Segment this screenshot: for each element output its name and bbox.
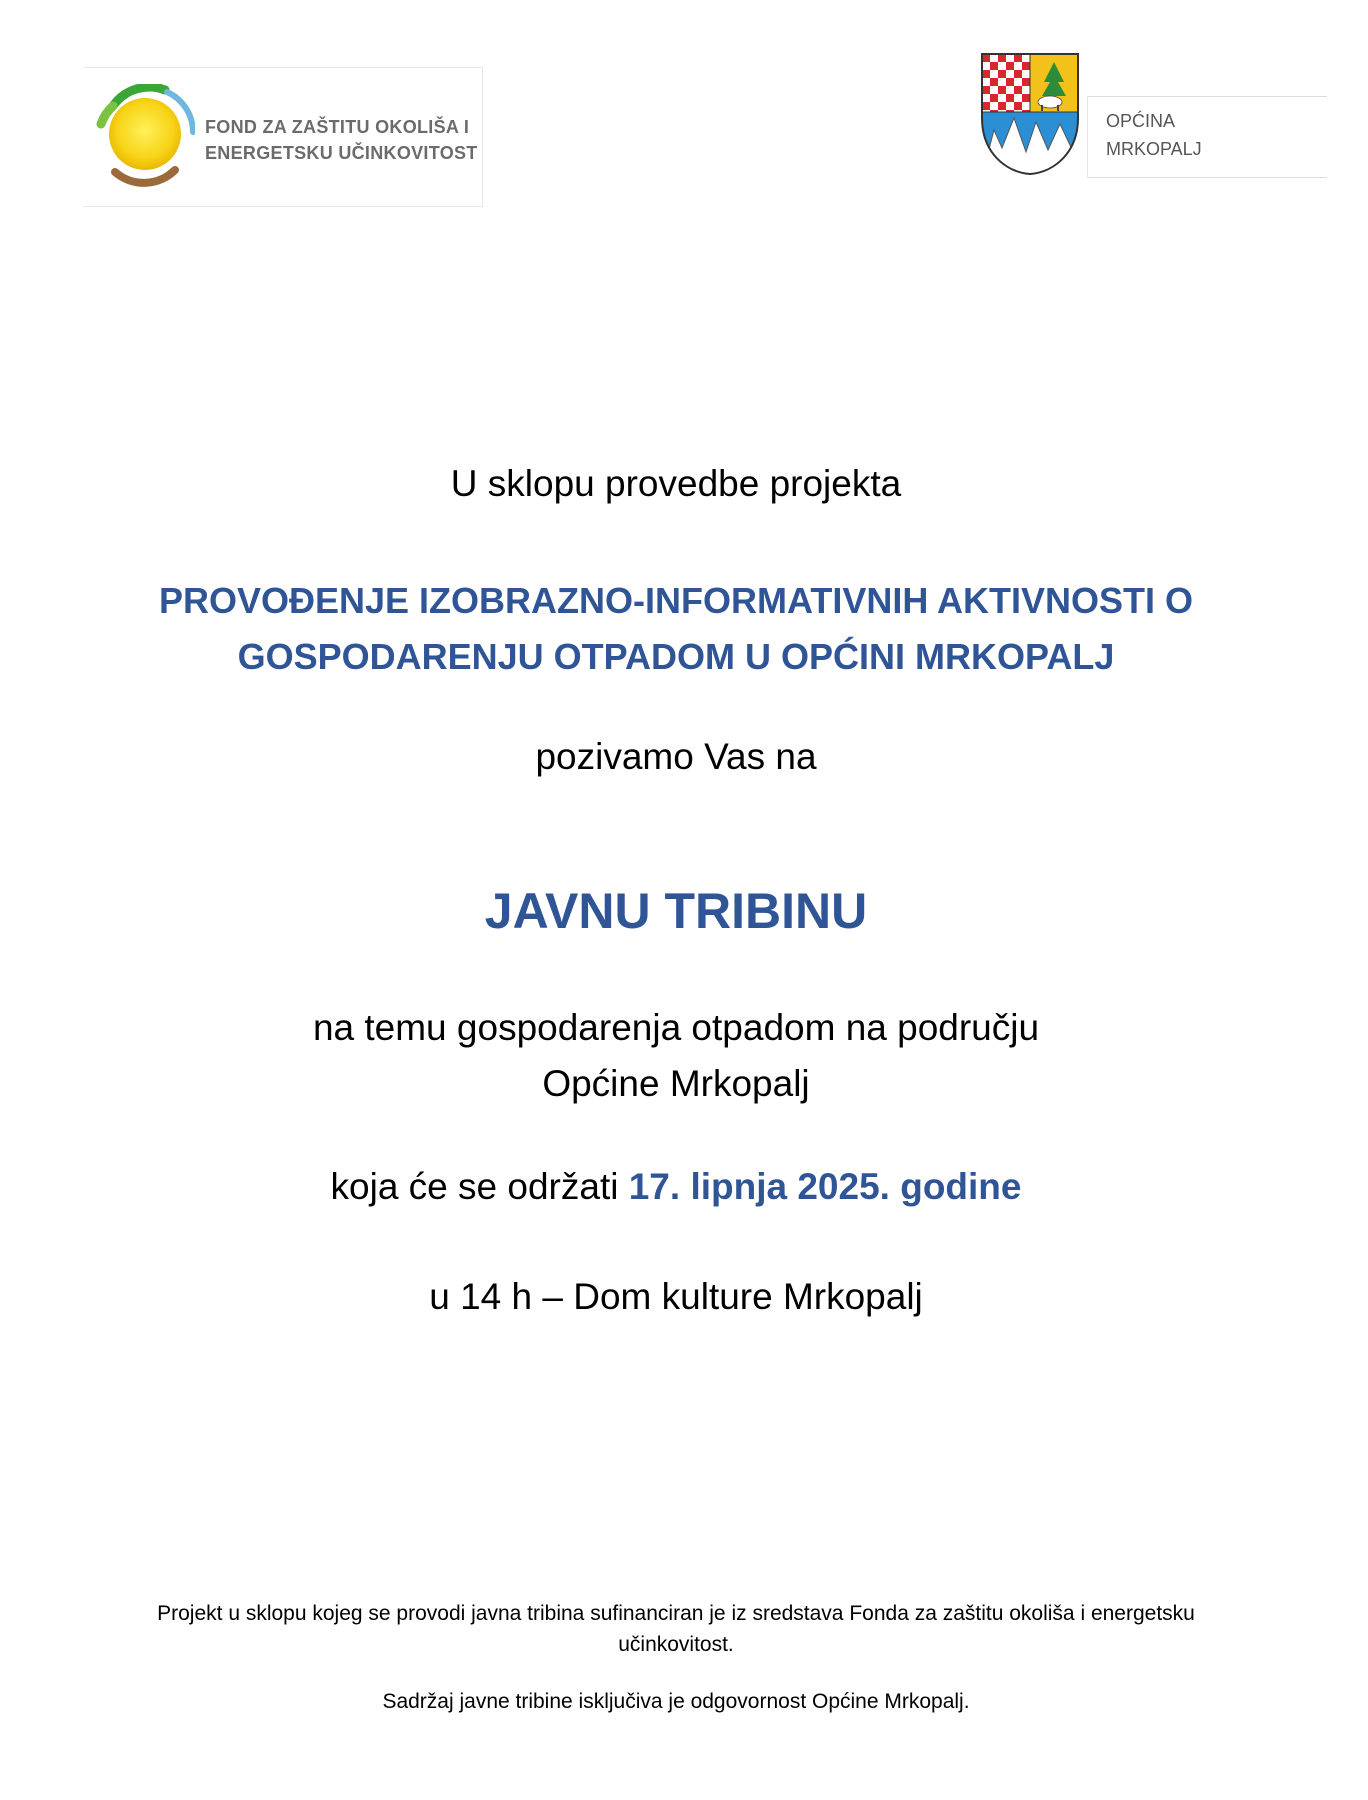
event-topic [0, 1000, 1352, 1112]
invite-text: pozivamo Vas na [535, 736, 817, 777]
project-title [0, 573, 1352, 685]
fund-sun-logo-icon [95, 84, 195, 188]
project-title-line1: PROVOĐENJE IZOBRAZNO-INFORMATIVNIH AKTIVNOSTI O [158, 580, 1193, 621]
event-time-place: u 14 h – Dom kulture Mrkopalj [429, 1276, 923, 1317]
event-date-line [0, 1166, 1352, 1208]
funding-note [0, 1598, 1352, 1660]
event-title: JAVNU TRIBINU [484, 883, 868, 939]
municipality-name-box [1087, 96, 1327, 178]
municipality-name [1106, 107, 1202, 163]
mrkopalj-coat-of-arms-icon [980, 52, 1080, 178]
municipality-line1: OPĆINA [1106, 111, 1176, 131]
fund-logo [83, 67, 483, 207]
event-date: 17. lipnja 2025. godine [628, 1166, 1022, 1207]
intro-text: U sklopu provedbe projekta [450, 463, 902, 504]
municipality-logo [980, 52, 1325, 182]
municipality-line2: MRKOPALJ [1106, 139, 1202, 159]
fund-name [205, 114, 478, 166]
fund-name-line1: FOND ZA ZAŠTITU OKOLIŠA I [205, 117, 470, 137]
fund-name-line2: ENERGETSKU UČINKOVITOST [205, 143, 478, 163]
topic-line1: na temu gospodarenja otpadom na području [312, 1007, 1040, 1048]
project-title-line2: GOSPODARENJU OTPADOM U OPĆINI MRKOPALJ [237, 636, 1115, 677]
disclaimer: Sadržaj javne tribine isključiva je odgovornost Općine Mrkopalj. [382, 1690, 970, 1713]
topic-line2: Općine Mrkopalj [542, 1063, 810, 1104]
funding-note-line1: Projekt u sklopu kojeg se provodi javna tribina sufinanciran je iz sredstava Fonda za zaštitu okoliša i energetsku [157, 1602, 1195, 1625]
funding-note-line2: učinkovitost. [618, 1633, 734, 1656]
date-prefix: koja će se održati [330, 1166, 629, 1207]
